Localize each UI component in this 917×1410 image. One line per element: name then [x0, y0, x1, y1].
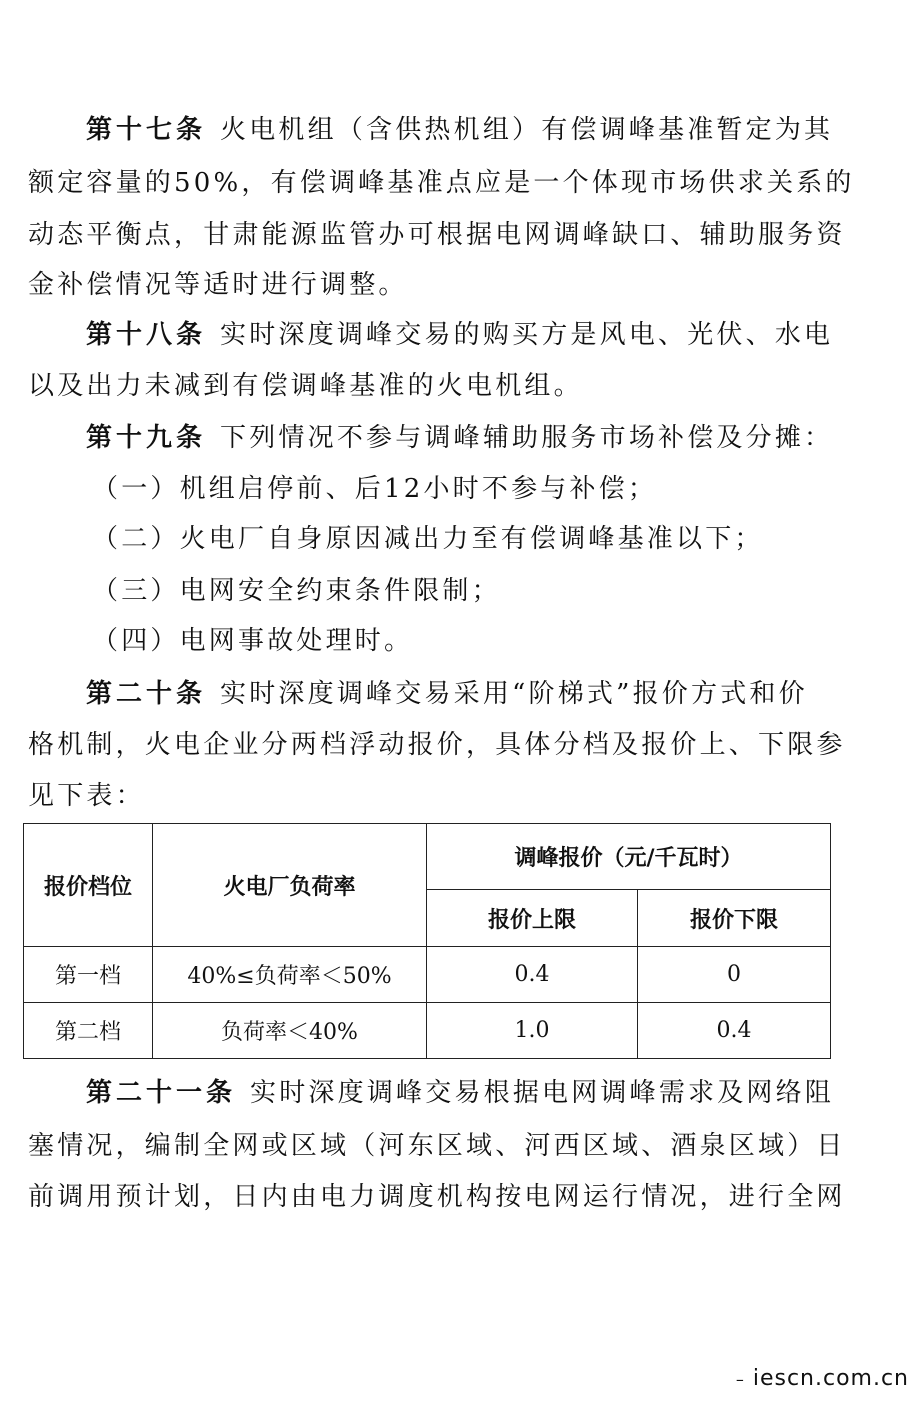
article-21-line-1: 第二十一条 实时深度调峰交易根据电网调峰需求及网络阻	[86, 1078, 835, 1108]
article-17-line-1: 第十七条 火电机组（含供热机组）有偿调峰基准暂定为其	[86, 115, 834, 145]
article-20-heading: 第二十条	[86, 679, 207, 709]
article-20-line-1: 第二十条 实时深度调峰交易采用“阶梯式”报价方式和价	[86, 679, 808, 709]
cell-price-lower: 0.4	[638, 1003, 831, 1059]
article-20-line-3: 见下表：	[28, 781, 145, 811]
price-tier-table	[23, 823, 831, 1059]
cell-price-lower: 0	[638, 947, 831, 1003]
article-19-item-3: （三）电网安全约束条件限制；	[92, 576, 501, 606]
cell-price-upper: 1.0	[427, 1003, 638, 1059]
cell-load-rate: 负荷率＜40%	[153, 1003, 427, 1059]
watermark-site: iescn.com.cn	[752, 1366, 909, 1391]
article-18-heading: 第十八条	[86, 320, 207, 350]
header-price-upper: 报价上限	[427, 890, 638, 947]
article-21-line-3: 前调用预计划，日内由电力调度机构按电网运行情况，进行全网	[28, 1182, 846, 1212]
header-price-lower: 报价下限	[638, 890, 831, 947]
table-row	[24, 947, 831, 1003]
footer-dash: –	[735, 1370, 745, 1389]
article-20-line-2: 格机制，火电企业分两档浮动报价，具体分档及报价上、下限参	[28, 730, 846, 760]
cell-price-upper: 0.4	[427, 947, 638, 1003]
article-19-line-1: 第十九条 下列情况不参与调峰辅助服务市场补偿及分摊：	[86, 423, 834, 453]
article-21-heading: 第二十一条	[86, 1078, 237, 1108]
article-17-line-2: 额定容量的50%，有偿调峰基准点应是一个体现市场供求关系的	[28, 168, 855, 198]
table-row	[24, 1003, 831, 1059]
article-18-line-1: 第十八条 实时深度调峰交易的购买方是风电、光伏、水电	[86, 320, 834, 350]
article-19-item-2: （二）火电厂自身原因减出力至有偿调峰基准以下；	[92, 524, 764, 554]
header-tier: 报价档位	[24, 824, 153, 947]
page-footer	[736, 1366, 909, 1391]
article-21-line-2: 塞情况，编制全网或区域（河东区域、河西区域、酒泉区域）日	[28, 1131, 846, 1161]
article-17-line-4: 金补偿情况等适时进行调整。	[28, 270, 408, 300]
cell-tier: 第一档	[24, 947, 153, 1003]
article-19-heading: 第十九条	[86, 423, 207, 453]
article-17-heading: 第十七条	[86, 115, 207, 145]
header-load-rate: 火电厂负荷率	[153, 824, 427, 947]
article-17-line-3: 动态平衡点，甘肃能源监管办可根据电网调峰缺口、辅助服务资	[28, 220, 846, 250]
article-19-item-1: （一）机组启停前、后12小时不参与补偿；	[92, 474, 658, 504]
cell-tier: 第二档	[24, 1003, 153, 1059]
article-18-line-2: 以及出力未减到有偿调峰基准的火电机组。	[28, 371, 583, 401]
header-peak-price: 调峰报价（元/千瓦时）	[427, 824, 831, 890]
cell-load-rate: 40%≤负荷率＜50%	[153, 947, 427, 1003]
article-19-item-4: （四）电网事故处理时。	[92, 626, 414, 656]
